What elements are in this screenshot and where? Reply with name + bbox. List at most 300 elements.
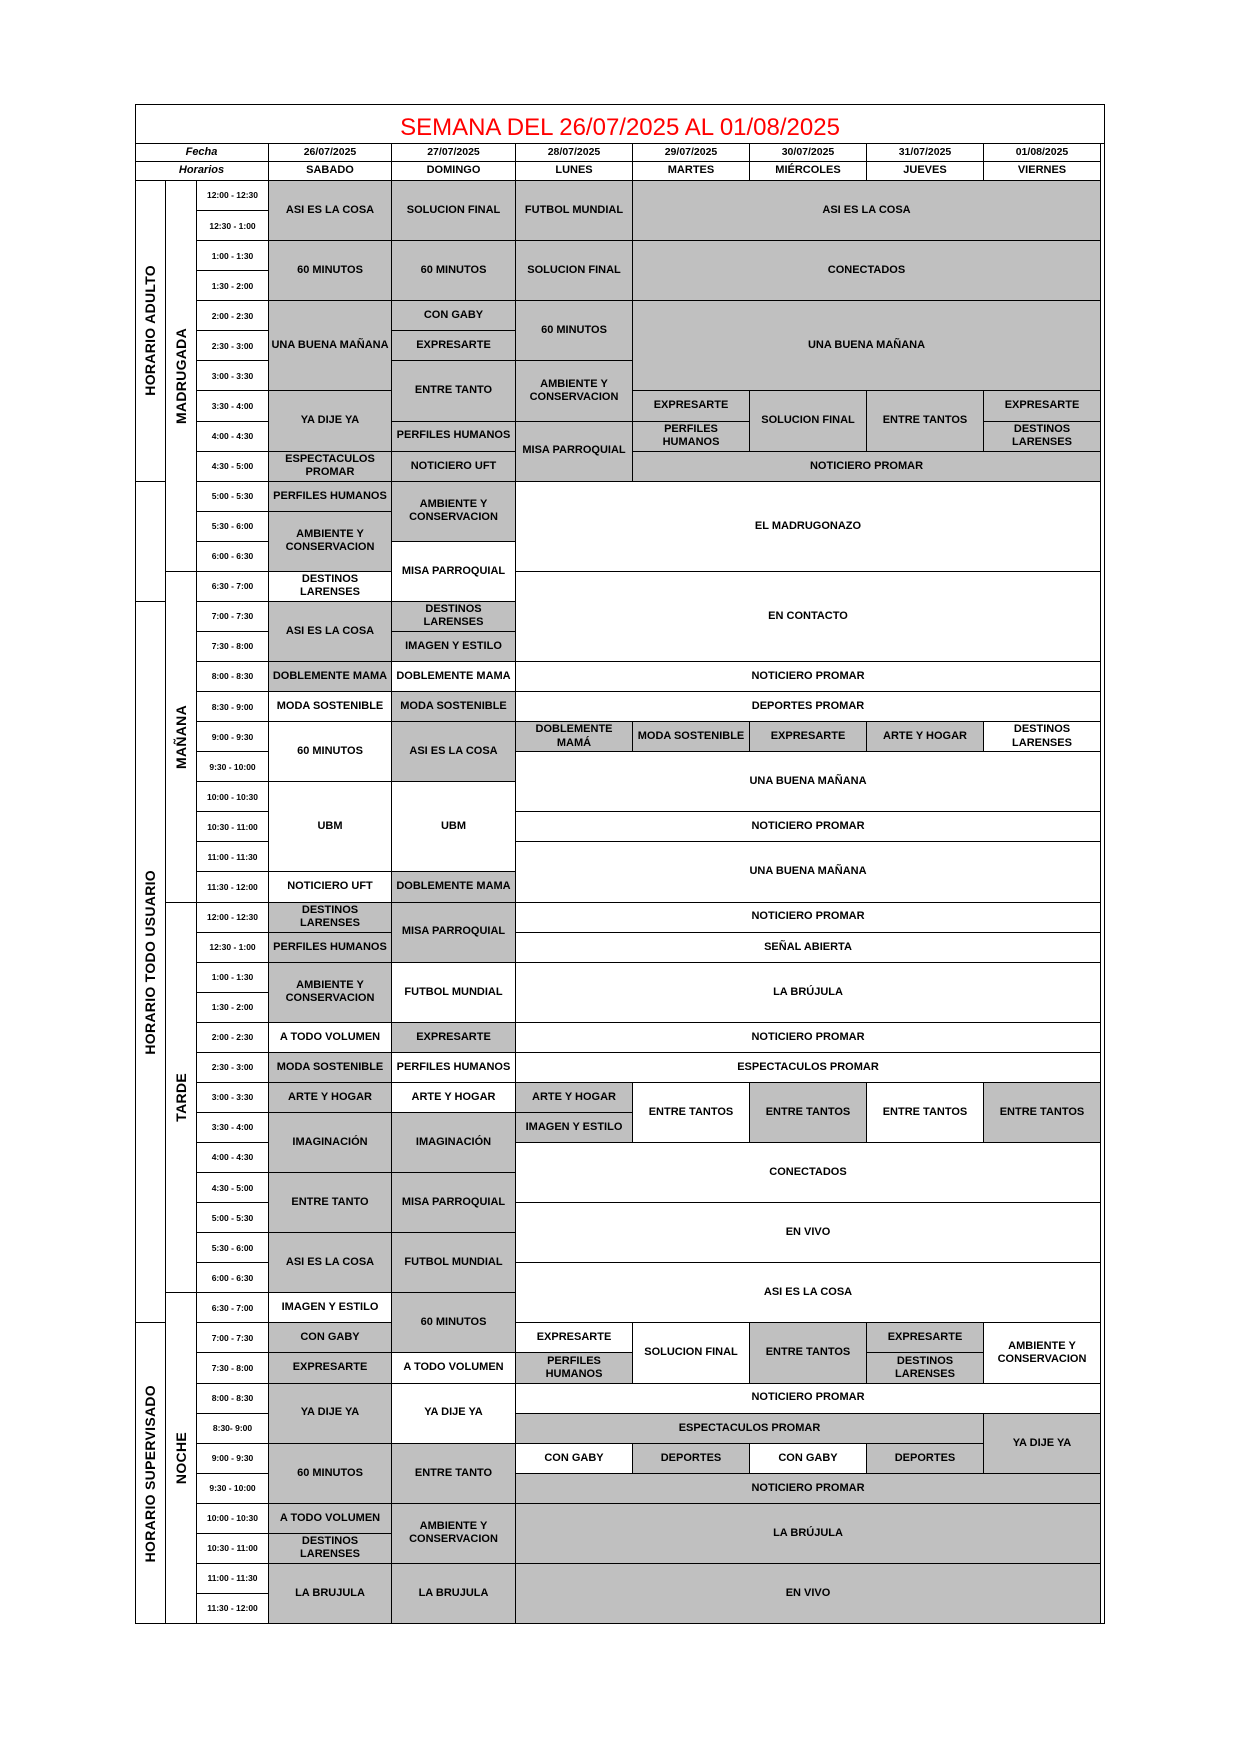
program-block-label: IMAGEN Y ESTILO [525, 1120, 623, 1133]
time-slot-label: 2:00 - 2:30 [211, 310, 254, 321]
category-label-label: HORARIO SUPERVISADO [141, 1384, 158, 1562]
time-slot [197, 662, 269, 692]
time-slot [197, 1023, 269, 1053]
program-block [269, 512, 392, 572]
program-block-label: PERFILES HUMANOS [545, 1354, 603, 1380]
time-slot-label: 8:30 - 9:00 [211, 701, 254, 712]
date-header [633, 144, 750, 162]
program-block-label: AMBIENTE Y CONSERVACION [409, 1520, 498, 1546]
program-block [984, 1083, 1101, 1143]
program-block [269, 1504, 392, 1534]
category-label [135, 482, 166, 602]
time-slot-label: 6:00 - 6:30 [211, 1272, 254, 1283]
program-block [392, 1293, 516, 1353]
time-slot [197, 542, 269, 572]
program-block-label: DEPORTES [894, 1451, 956, 1464]
time-slot [197, 512, 269, 542]
program-block-label: UBM [440, 820, 467, 833]
time-slot [197, 572, 269, 602]
program-block-label: ENTRE TANTOS [765, 1346, 851, 1359]
program-block-label: IMAGINACIÓN [292, 1135, 368, 1148]
program-block [269, 1053, 392, 1083]
program-block [269, 1323, 392, 1353]
program-block-label: EN VIVO [785, 1226, 831, 1239]
time-slot [197, 1053, 269, 1083]
time-slot [197, 1504, 269, 1534]
period-label [166, 572, 197, 903]
program-block [269, 963, 392, 1023]
program-block-label: PERFILES HUMANOS [273, 940, 387, 953]
program-block [269, 872, 392, 902]
program-block [269, 1023, 392, 1053]
program-block-label: CON GABY [423, 309, 484, 322]
program-block [633, 301, 1101, 391]
program-block [269, 602, 392, 662]
program-block [269, 692, 392, 722]
category-label [135, 602, 166, 1324]
program-block [392, 782, 516, 872]
day-header-label: MIÉRCOLES [775, 164, 841, 177]
program-block-label: EXPRESARTE [416, 1030, 491, 1043]
program-block-label: MODA SOSTENIBLE [276, 1060, 384, 1073]
program-block [392, 452, 516, 482]
program-block [516, 1263, 1101, 1323]
date-header [750, 144, 867, 162]
program-block [392, 903, 516, 963]
program-block [867, 1444, 984, 1474]
program-block-label: FUTBOL MUNDIAL [524, 203, 624, 216]
time-slot-label: 12:00 - 12:30 [206, 911, 259, 922]
program-block-label: UBM [317, 820, 343, 833]
program-block-label: ENTRE TANTO [291, 1196, 369, 1209]
time-slot [197, 1353, 269, 1383]
program-block [392, 963, 516, 1023]
program-block [516, 181, 633, 241]
time-slot-label: 6:00 - 6:30 [211, 551, 254, 562]
program-block-label: ENTRE TANTOS [882, 1105, 968, 1118]
program-block [516, 1113, 633, 1143]
program-block-label: CON GABY [300, 1331, 360, 1344]
program-block [269, 1293, 392, 1323]
date-header [392, 144, 516, 162]
day-header [516, 162, 633, 181]
program-block-label: ESPECTACULOS PROMAR [285, 452, 375, 479]
program-block [516, 842, 1101, 902]
time-slot-label: 3:00 - 3:30 [211, 1092, 254, 1103]
time-slot-label: 5:30 - 6:00 [211, 1242, 254, 1253]
time-slot-label: 11:30 - 12:00 [207, 1603, 258, 1614]
program-block-label: IMAGEN Y ESTILO [281, 1301, 379, 1314]
period-label-label: TARDE [172, 1073, 189, 1122]
program-block [392, 422, 516, 452]
time-slot [197, 752, 269, 782]
day-header [750, 162, 867, 181]
program-block-label: NOTICIERO PROMAR [809, 459, 924, 472]
program-block-label: 60 MINUTOS [297, 745, 363, 758]
program-block-label: DESTINOS LARENSES [300, 903, 360, 930]
program-block [750, 1083, 867, 1143]
program-block [392, 181, 516, 241]
program-block [516, 301, 633, 361]
program-block [633, 422, 750, 452]
time-slot [197, 391, 269, 421]
time-slot [197, 782, 269, 812]
period-label [166, 903, 197, 1294]
program-block-label: EXPRESARTE [536, 1331, 612, 1344]
program-block-label: CONECTADOS [769, 1165, 847, 1178]
program-block [269, 572, 392, 602]
time-slot [197, 452, 269, 482]
day-header [269, 162, 392, 181]
program-block-label: NOTICIERO PROMAR [751, 1481, 865, 1494]
program-block [516, 1504, 1101, 1564]
program-block [516, 812, 1101, 842]
date-header-label: 28/07/2025 [547, 146, 601, 159]
program-block [867, 722, 984, 752]
program-block-label: SEÑAL ABIERTA [764, 940, 852, 953]
fecha-label [135, 144, 269, 162]
time-slot-label: 2:30 - 3:00 [211, 340, 254, 351]
program-block-label: A TODO VOLUMEN [279, 1030, 381, 1043]
time-slot [197, 842, 269, 872]
program-block-label: NOTICIERO PROMAR [751, 1391, 865, 1404]
date-header-label: 27/07/2025 [427, 146, 480, 159]
program-block-label: ENTRE TANTOS [882, 414, 968, 427]
time-slot-label: 10:30 - 11:00 [207, 821, 258, 832]
program-block-label: UNA BUENA MAÑANA [271, 339, 389, 352]
program-block-label: UNA BUENA MAÑANA [807, 339, 926, 352]
day-header [867, 162, 984, 181]
program-block [269, 1534, 392, 1564]
program-block-label: NOTICIERO PROMAR [751, 669, 865, 682]
program-block-label: ENTRE TANTOS [765, 1105, 851, 1118]
date-header-label: 30/07/2025 [781, 146, 835, 159]
program-block [516, 1414, 984, 1444]
program-block-label: UNA BUENA MAÑANA [749, 865, 867, 878]
program-block-label: EXPRESARTE [770, 730, 846, 743]
program-block [392, 662, 516, 692]
time-slot [197, 482, 269, 512]
program-block [516, 1053, 1101, 1083]
program-block-label: ENTRE TANTO [414, 1466, 493, 1479]
program-block-label: DESTINOS LARENSES [895, 1354, 955, 1380]
program-block [516, 1564, 1101, 1624]
program-block-label: EN CONTACTO [768, 609, 848, 622]
program-block [516, 422, 633, 482]
program-block [750, 1444, 867, 1474]
program-block [633, 181, 1101, 241]
program-block [984, 1414, 1101, 1474]
program-block-label: ENTRE TANTOS [648, 1105, 734, 1118]
time-slot-label: 8:00 - 8:30 [211, 671, 254, 682]
program-block [392, 1113, 516, 1173]
time-slot-label: 12:30 - 1:00 [209, 220, 256, 231]
time-slot-label: 4:00 - 4:30 [211, 1152, 254, 1163]
time-slot [197, 602, 269, 632]
program-block [392, 1444, 516, 1504]
program-block [516, 241, 633, 301]
program-block [750, 722, 867, 752]
day-header-label: MARTES [667, 164, 715, 177]
time-slot-label: 5:00 - 5:30 [211, 1212, 254, 1223]
program-block-label: ARTE Y HOGAR [883, 730, 967, 743]
program-block-label: A TODO VOLUMEN [279, 1511, 381, 1524]
day-header-label: LUNES [555, 164, 593, 177]
program-block-label: FUTBOL MUNDIAL [404, 985, 503, 998]
category-label-label: HORARIO TODO USUARIO [141, 869, 158, 1055]
program-block [269, 241, 392, 301]
program-block [269, 482, 392, 512]
program-block-label: CONECTADOS [827, 264, 906, 277]
fecha-label-label: Fecha [185, 145, 218, 158]
program-block-label: YA DIJE YA [1012, 1436, 1072, 1449]
program-block-label: EXPRESARTE [1004, 399, 1080, 412]
program-block-label: PERFILES HUMANOS [396, 1060, 511, 1073]
time-slot-label: 4:30 - 5:00 [211, 1182, 254, 1193]
program-block [269, 391, 392, 451]
program-block [516, 361, 633, 421]
time-slot [197, 181, 269, 211]
program-block-label: 60 MINUTOS [541, 324, 607, 337]
time-slot-label: 9:00 - 9:30 [211, 731, 254, 742]
date-header-label: 29/07/2025 [664, 146, 718, 159]
program-block [516, 662, 1101, 692]
time-slot [197, 1444, 269, 1474]
program-block [516, 752, 1101, 812]
program-block [984, 1323, 1101, 1383]
program-block-label: EXPRESARTE [653, 399, 729, 412]
category-label-label: HORARIO ADULTO [141, 265, 158, 397]
horarios-label [135, 162, 269, 181]
program-block [633, 1323, 750, 1383]
program-block [392, 1384, 516, 1444]
time-slot-label: 12:30 - 1:00 [209, 942, 256, 952]
day-header [984, 162, 1101, 181]
program-block-label: LA BRÚJULA [773, 1526, 843, 1539]
program-block-label: DESTINOS LARENSES [423, 603, 484, 629]
program-block [269, 662, 392, 692]
program-block-label: UNA BUENA MAÑANA [749, 775, 867, 788]
period-label [166, 1293, 197, 1624]
program-block-label: 60 MINUTOS [297, 1466, 363, 1479]
program-block-label: NOTICIERO PROMAR [751, 820, 865, 833]
time-slot-label: 3:30 - 4:00 [211, 1122, 254, 1133]
time-slot-label: 9:30 - 10:00 [209, 1483, 256, 1494]
program-block-label: ASI ES LA COSA [822, 203, 911, 216]
program-block-label: DESTINOS LARENSES [300, 573, 360, 599]
program-block-label: YA DIJE YA [300, 1406, 360, 1419]
time-slot [197, 1173, 269, 1203]
program-block-label: DEPORTES [660, 1451, 722, 1464]
time-slot-label: 7:00 - 7:30 [211, 1332, 254, 1343]
program-block-label: AMBIENTE Y CONSERVACION [409, 498, 498, 524]
program-block-label: DOBLEMENTE MAMA [272, 669, 388, 682]
program-block-label: YA DIJE YA [300, 414, 360, 427]
time-slot [197, 1323, 269, 1353]
program-block [633, 391, 750, 421]
time-slot [197, 1564, 269, 1594]
period-label-label: MAÑANA [172, 704, 189, 769]
time-slot-label: 6:30 - 7:00 [211, 581, 254, 592]
day-header-label: DOMINGO [426, 164, 481, 177]
time-slot [197, 1293, 269, 1323]
time-slot [197, 331, 269, 361]
date-header [867, 144, 984, 162]
program-block [269, 933, 392, 963]
program-block [392, 722, 516, 782]
program-block [867, 391, 984, 451]
program-block [633, 722, 750, 752]
time-slot [197, 1414, 269, 1444]
program-block-label: ESPECTACULOS PROMAR [737, 1060, 879, 1073]
program-block [984, 391, 1101, 421]
program-block-label: ENTRE TANTOS [999, 1105, 1085, 1118]
day-header-label: JUEVES [903, 164, 947, 177]
program-block-label: MISA PARROQUIAL [401, 925, 506, 938]
program-block-label: DEPORTES PROMAR [751, 700, 865, 712]
program-block [516, 1083, 633, 1113]
program-block [392, 241, 516, 301]
program-block [392, 1083, 516, 1113]
program-block-label: ARTE Y HOGAR [288, 1090, 372, 1103]
program-block [392, 1504, 516, 1564]
time-slot [197, 241, 269, 271]
program-block [516, 1474, 1101, 1504]
time-slot-label: 8:30- 9:00 [212, 1423, 253, 1433]
program-block [516, 572, 1101, 662]
program-block [516, 1353, 633, 1383]
program-block [269, 452, 392, 482]
program-block-label: NOTICIERO UFT [410, 459, 497, 472]
time-slot [197, 1203, 269, 1233]
program-block [269, 301, 392, 391]
program-block-label: ASI ES LA COSA [409, 745, 498, 758]
program-block [392, 301, 516, 331]
program-block [269, 1233, 392, 1293]
time-slot-label: 4:00 - 4:30 [211, 430, 254, 441]
time-slot [197, 812, 269, 842]
program-block [392, 482, 516, 542]
program-block-label: SOLUCION FINAL [644, 1346, 738, 1359]
program-block-label: NOTICIERO UFT [287, 880, 373, 893]
program-block [269, 1113, 392, 1173]
day-header-label: VIERNES [1017, 164, 1067, 177]
program-block-label: DESTINOS LARENSES [1012, 723, 1072, 749]
program-block [516, 933, 1101, 963]
program-block [392, 692, 516, 722]
program-block-label: LA BRUJULA [295, 1586, 365, 1599]
program-block-label: MISA PARROQUIAL [401, 564, 506, 577]
program-block [269, 1564, 392, 1624]
time-slot-label: 9:00 - 9:30 [211, 1453, 254, 1464]
program-block [392, 872, 516, 902]
time-slot [197, 211, 269, 241]
program-block-label: ASI ES LA COSA [285, 203, 375, 216]
program-block-label: EXPRESARTE [416, 339, 491, 352]
program-block [867, 1083, 984, 1143]
date-header-label: 01/08/2025 [1015, 146, 1069, 159]
program-block-label: A TODO VOLUMEN [403, 1361, 504, 1374]
program-block-label: EL MADRUGONAZO [754, 519, 862, 532]
time-slot [197, 632, 269, 662]
program-block [516, 1384, 1101, 1414]
program-block [392, 1353, 516, 1383]
program-block [392, 361, 516, 421]
time-slot [197, 1113, 269, 1143]
program-block [392, 1233, 516, 1293]
program-block [516, 722, 633, 752]
horarios-label-label: Horarios [178, 164, 225, 177]
program-block-label: AMBIENTE Y CONSERVACION [529, 377, 619, 403]
program-block-label: DESTINOS LARENSES [1012, 422, 1072, 449]
time-slot-label: 1:00 - 1:30 [211, 972, 254, 983]
program-block [633, 452, 1101, 482]
time-slot-label: 3:30 - 4:00 [211, 400, 254, 411]
time-slot-label: 6:30 - 7:00 [211, 1302, 254, 1313]
time-slot [197, 1474, 269, 1504]
time-slot [197, 722, 269, 752]
program-block-label: CON GABY [544, 1451, 604, 1464]
program-block-label: FUTBOL MUNDIAL [404, 1256, 503, 1269]
program-block [269, 903, 392, 933]
program-block-label: IMAGEN Y ESTILO [405, 639, 502, 652]
time-slot-label: 11:30 - 12:00 [207, 881, 258, 892]
time-slot-label: 1:30 - 2:00 [211, 280, 254, 291]
time-slot-label: 1:00 - 1:30 [211, 250, 254, 261]
program-block [516, 1143, 1101, 1203]
date-header-label: 31/07/2025 [898, 146, 952, 159]
program-block [269, 181, 392, 241]
time-slot [197, 933, 269, 963]
time-slot-label: 4:30 - 5:00 [211, 461, 254, 471]
period-label [166, 181, 197, 572]
date-header [516, 144, 633, 162]
program-block-label: AMBIENTE Y CONSERVACION [997, 1339, 1087, 1365]
program-block [392, 602, 516, 632]
time-slot [197, 1083, 269, 1113]
time-slot-label: 5:00 - 5:30 [211, 491, 254, 502]
program-block-label: DOBLEMENTE MAMA [396, 880, 511, 893]
program-block [633, 241, 1101, 301]
time-slot-label: 1:30 - 2:00 [211, 1002, 254, 1013]
program-block [269, 1353, 392, 1383]
program-block-label: SOLUCION FINAL [527, 264, 621, 277]
program-block-label: EXPRESARTE [292, 1361, 368, 1374]
time-slot [197, 361, 269, 391]
program-block [867, 1323, 984, 1353]
program-block-label: ARTE Y HOGAR [532, 1090, 616, 1103]
program-block-label: DESTINOS LARENSES [300, 1535, 360, 1561]
program-block-label: ASI ES LA COSA [285, 624, 375, 637]
time-slot [197, 692, 269, 722]
program-block [984, 722, 1101, 752]
time-slot [197, 993, 269, 1023]
program-block-label: IMAGINACIÓN [415, 1135, 492, 1148]
time-slot [197, 1534, 269, 1564]
program-block-label: DOBLEMENTE MAMA [396, 669, 511, 682]
time-slot [197, 963, 269, 993]
program-block-label: YA DIJE YA [424, 1406, 483, 1419]
time-slot-label: 12:00 - 12:30 [206, 190, 259, 201]
time-slot [197, 903, 269, 933]
time-slot-label: 10:00 - 10:30 [206, 791, 259, 802]
time-slot [197, 872, 269, 902]
program-block [516, 692, 1101, 722]
program-block [516, 1203, 1101, 1263]
category-label [135, 181, 166, 482]
time-slot-label: 3:00 - 3:30 [211, 370, 254, 381]
time-slot-label: 2:00 - 2:30 [211, 1032, 254, 1043]
